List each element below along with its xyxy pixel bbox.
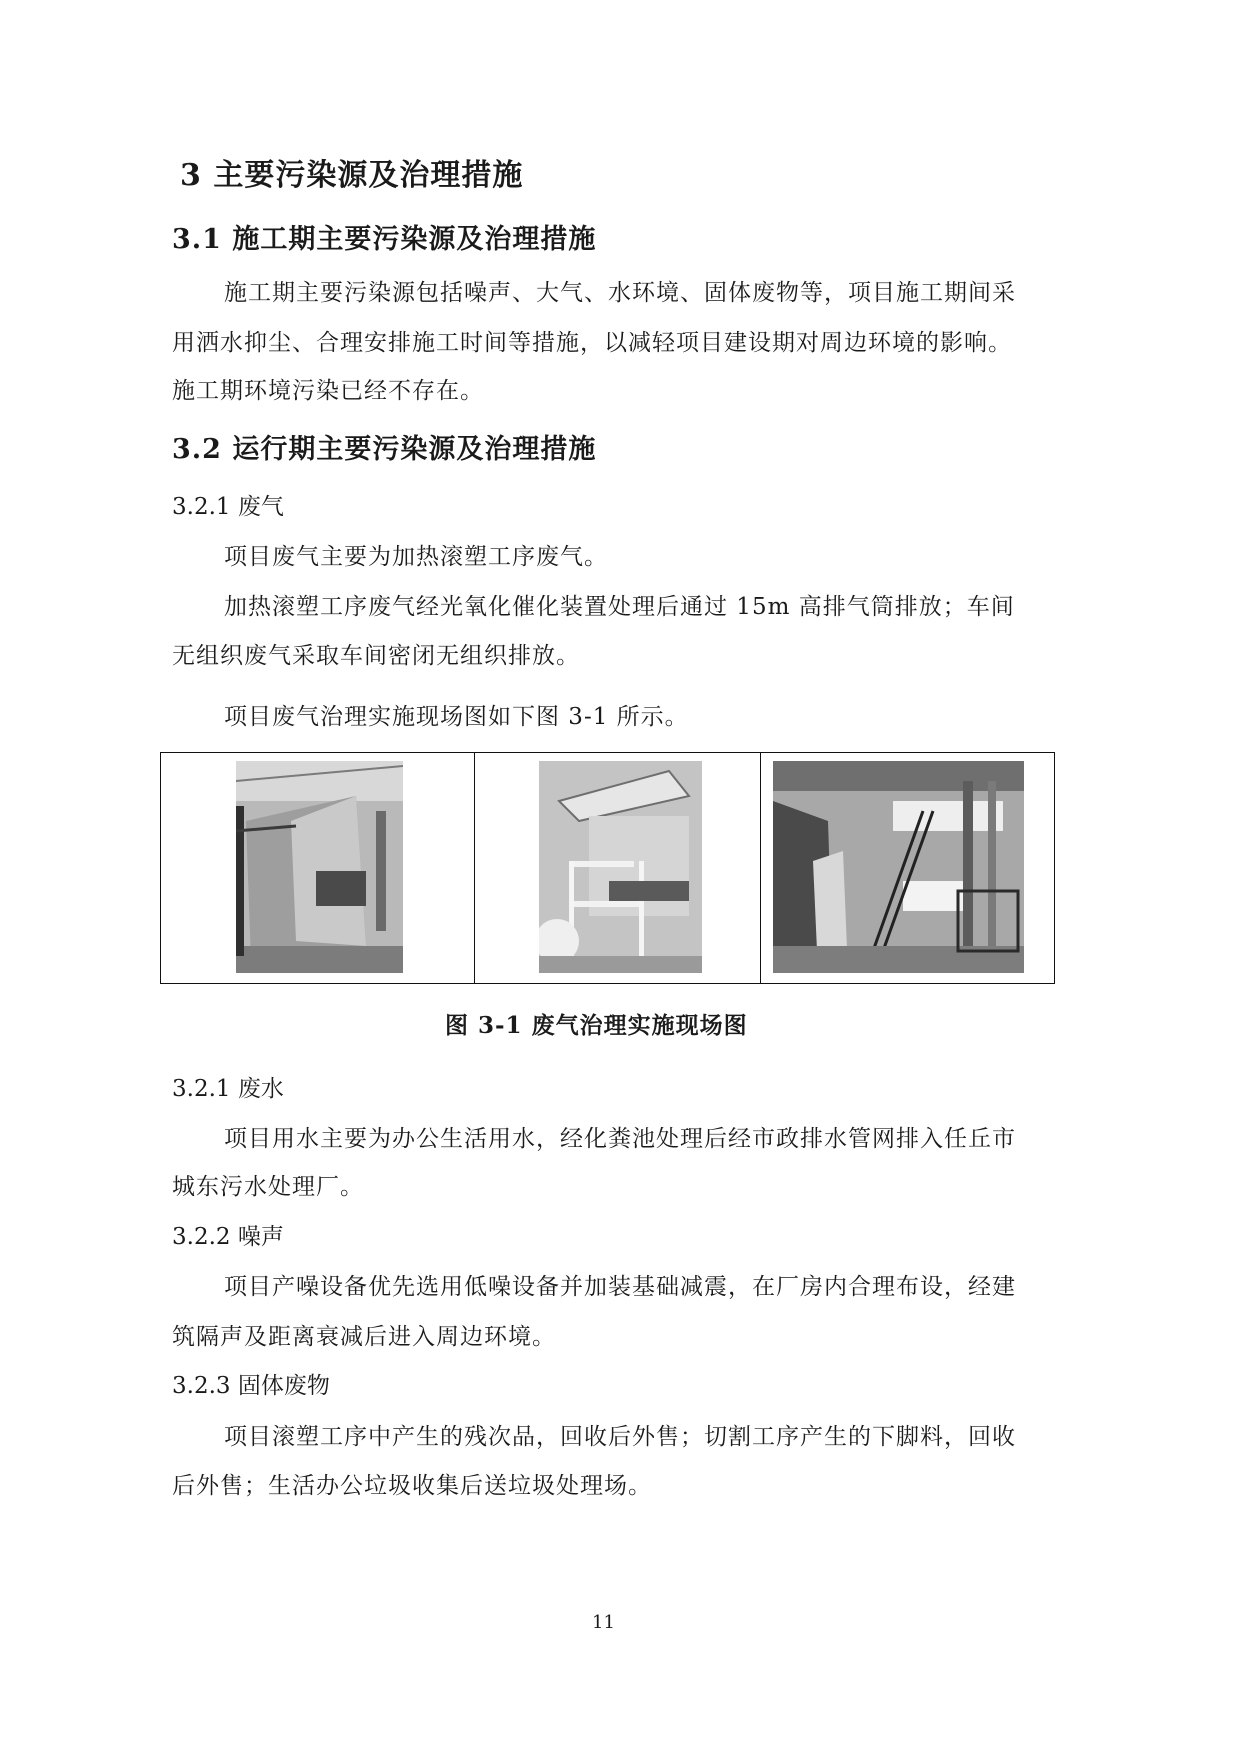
figure-divider (760, 753, 761, 983)
photo-workshop-interior (773, 761, 1024, 973)
page-number: 11 (592, 1612, 615, 1633)
solid-waste-heading: 3.2.3 固体废物 (172, 1373, 330, 1399)
exhaust-heading: 3.2.1 废气 (172, 494, 284, 520)
wastewater-heading: 3.2.1 废水 (172, 1076, 284, 1102)
noise-line: 项目产噪设备优先选用低噪设备并加装基础减震，在厂房内合理布设，经建 (224, 1274, 1016, 1300)
exhaust-line: 加热滚塑工序废气经光氧化催化装置处理后通过 15m 高排气筒排放；车间 (224, 594, 1015, 620)
solid-waste-line: 后外售；生活办公垃圾收集后送垃圾处理场。 (172, 1473, 652, 1499)
wastewater-line: 城东污水处理厂。 (172, 1174, 364, 1200)
construction-para-line: 用洒水抑尘、合理安排施工时间等措施，以减轻项目建设期对周边环境的影响。 (172, 330, 1012, 356)
photo-exhaust-equipment-1 (236, 761, 403, 973)
wastewater-line: 项目用水主要为办公生活用水，经化粪池处理后经市政排水管网排入任丘市 (224, 1126, 1016, 1152)
noise-heading: 3.2.2 噪声 (172, 1224, 284, 1250)
figure-3-1-frame (160, 752, 1055, 984)
exhaust-line: 项目废气主要为加热滚塑工序废气。 (224, 544, 608, 570)
construction-para-line: 施工期环境污染已经不存在。 (172, 378, 484, 404)
construction-para-line: 施工期主要污染源包括噪声、大气、水环境、固体废物等，项目施工期间采 (224, 280, 1016, 306)
exhaust-line: 项目废气治理实施现场图如下图 3-1 所示。 (224, 704, 689, 730)
photo-exhaust-equipment-2 (539, 761, 702, 973)
figure-divider (474, 753, 475, 983)
operation-heading: 3.2 运行期主要污染源及治理措施 (172, 434, 597, 465)
section-heading: 3 主要污染源及治理措施 (180, 158, 524, 193)
figure-caption: 图 3-1 废气治理实施现场图 (445, 1012, 748, 1039)
noise-line: 筑隔声及距离衰减后进入周边环境。 (172, 1324, 556, 1350)
construction-heading: 3.1 施工期主要污染源及治理措施 (172, 224, 597, 255)
exhaust-line: 无组织废气采取车间密闭无组织排放。 (172, 643, 580, 669)
solid-waste-line: 项目滚塑工序中产生的残次品，回收后外售；切割工序产生的下脚料，回收 (224, 1424, 1016, 1450)
